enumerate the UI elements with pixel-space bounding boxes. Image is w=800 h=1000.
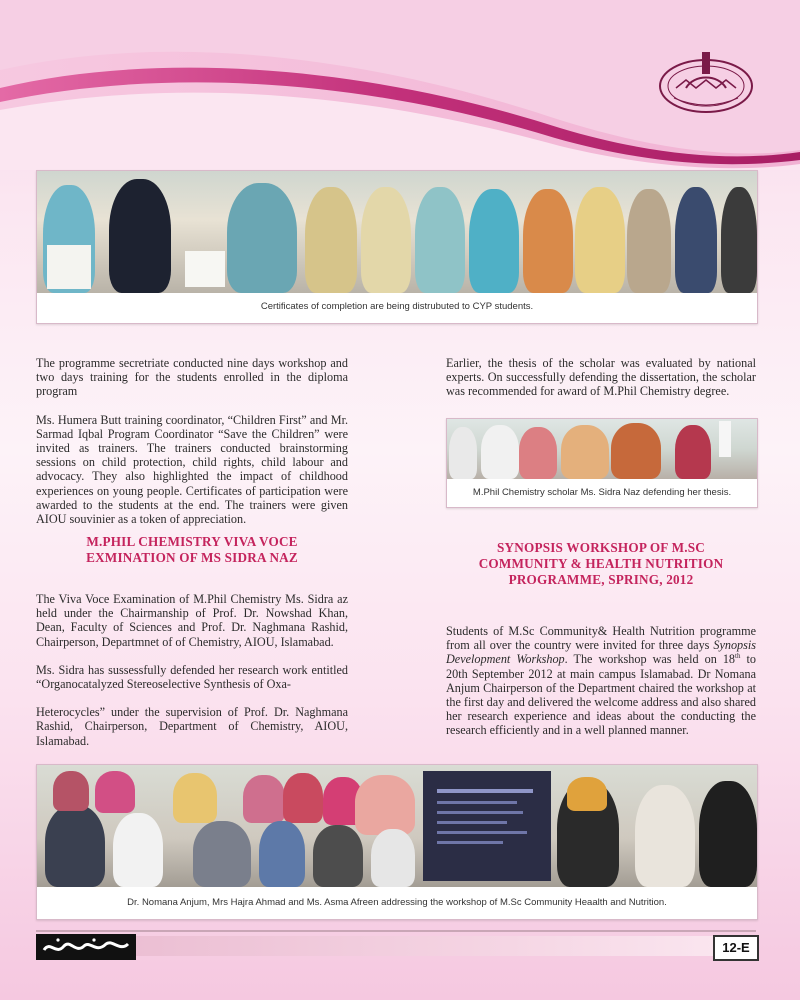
person-figure [259, 821, 305, 887]
top-photo-box [36, 170, 758, 324]
person-figure [469, 189, 519, 293]
person-figure [635, 785, 695, 887]
university-logo [656, 48, 756, 118]
person-figure [415, 187, 465, 293]
person-figure [95, 771, 135, 813]
person-figure [567, 777, 607, 811]
paragraph-workshop: The programme secretriate conducted nine days workshop and two days training for the students enrolled in the diploma program [36, 356, 348, 399]
thesis-defense-photo [447, 419, 757, 479]
person-figure [227, 183, 297, 293]
paragraph-viva-voce: The Viva Voce Examination of M.Phil Chemistry Ms. Sidra az held under the Chairmanship of Prof. Dr. Nowshad Khan, Dean, Faculty of Sciences and Prof. Dr. Naghmana Rashid, Chairperson, Departmnet of of Chemistry, AIOU, Islamabad. [36, 592, 348, 649]
viva-voce-heading: M.PHIL CHEMISTRY VIVA VOCE EXMINATION OF MS SIDRA NAZ [86, 534, 298, 565]
person-figure [627, 189, 671, 293]
middle-photo-caption: M.Phil Chemistry scholar Ms. Sidra Naz defending her thesis. [472, 487, 732, 498]
paragraph-research-title: Ms. Sidra has sussessfully defended her research work entitled “Organocatalyzed Stereoselective Synthesis of Oxa- [36, 662, 348, 692]
paragraph-supervision: Heterocycles” under the supervision of Prof. Dr. Naghmana Rashid, Chairperson, Department of Chemistry, AIOU, Islamabad. [36, 705, 348, 748]
paragraph-thesis-evaluation: Earlier, the thesis of the scholar was evaluated by national experts. On successfully defending the dissertation, the scholar was recommended for award of M.Phil Chemistry degree. [446, 356, 756, 399]
person-figure [109, 179, 171, 293]
footer-divider [36, 930, 756, 932]
synopsis-workshop-heading: SYNOPSIS WORKSHOP OF M.SC COMMUNITY & HEALTH NUTRITION PROGRAMME, SPRING, 2012 [478, 540, 724, 587]
person-figure [283, 773, 323, 823]
footer-bar [36, 936, 756, 956]
certificate-paper [185, 251, 225, 287]
workshop-collage-photo [37, 765, 757, 887]
person-figure [371, 829, 415, 887]
left-column-top-text [36, 356, 348, 540]
person-figure [193, 821, 251, 887]
person-figure [113, 813, 163, 887]
certificate-ceremony-photo [37, 171, 757, 293]
person-figure [611, 423, 661, 479]
person-figure [243, 775, 285, 823]
right-column-bottom-text [446, 624, 756, 752]
person-figure [675, 425, 711, 479]
person-figure [45, 805, 105, 887]
bottom-photo-box [36, 764, 758, 920]
right-column-top-text [446, 356, 756, 413]
person-figure [449, 427, 477, 479]
person-figure [305, 187, 357, 293]
person-figure [355, 775, 415, 835]
person-figure [561, 425, 609, 479]
top-photo-caption: Certificates of completion are being distrubuted to CYP students. [260, 301, 534, 312]
person-figure [361, 187, 411, 293]
paragraph-synopsis-workshop: Students of M.Sc Community& Health Nutrition programme from all over the country were invited for three days Synopsis Development Workshop. The workshop was held on 18th to 20th September 2012 at main campus Islamabad. Dr Nomana Anjum Chairperson of the Department chaired the workshop at the first day and delivered the welcome address and also shared her research experience and ideas about the conducting the research efficiently and in a well planned manner. [446, 624, 756, 738]
middle-photo-box [446, 418, 758, 508]
person-figure [519, 427, 557, 479]
person-figure [53, 771, 89, 811]
person-figure [721, 187, 757, 293]
person-figure [675, 187, 717, 293]
flask-decoration [719, 421, 731, 457]
bottom-photo-caption: Dr. Nomana Anjum, Mrs Hajra Ahmad and Ms. Asma Afreen addressing the workshop of M.Sc Community Heaalth and Nutrition. [127, 897, 667, 908]
person-figure [699, 781, 757, 887]
masthead-logo [36, 934, 136, 960]
certificate-paper [47, 245, 91, 289]
person-figure [481, 425, 519, 479]
left-column-bottom-text [36, 592, 348, 762]
person-figure [173, 773, 217, 823]
paragraph-trainers: Ms. Humera Butt training coordinator, “Children First” and Mr. Sarmad Iqbal Program Coordinator “Save the Children” were invited as trainers. The trainers conducted brainstorming sessions on child protection, child rights, child labour and advocacy. They also highlighted the impact of childhood experiences on young people. Certificates of participation were awarded to the students at the end. The trainers were given AIOU souvinier as a token of appreciation. [36, 412, 348, 527]
person-figure [575, 187, 625, 293]
person-figure [523, 189, 573, 293]
masthead-calligraphy [36, 934, 136, 960]
projection-screen [423, 771, 551, 881]
page-number: 12-E [713, 935, 759, 961]
person-figure [313, 825, 363, 887]
